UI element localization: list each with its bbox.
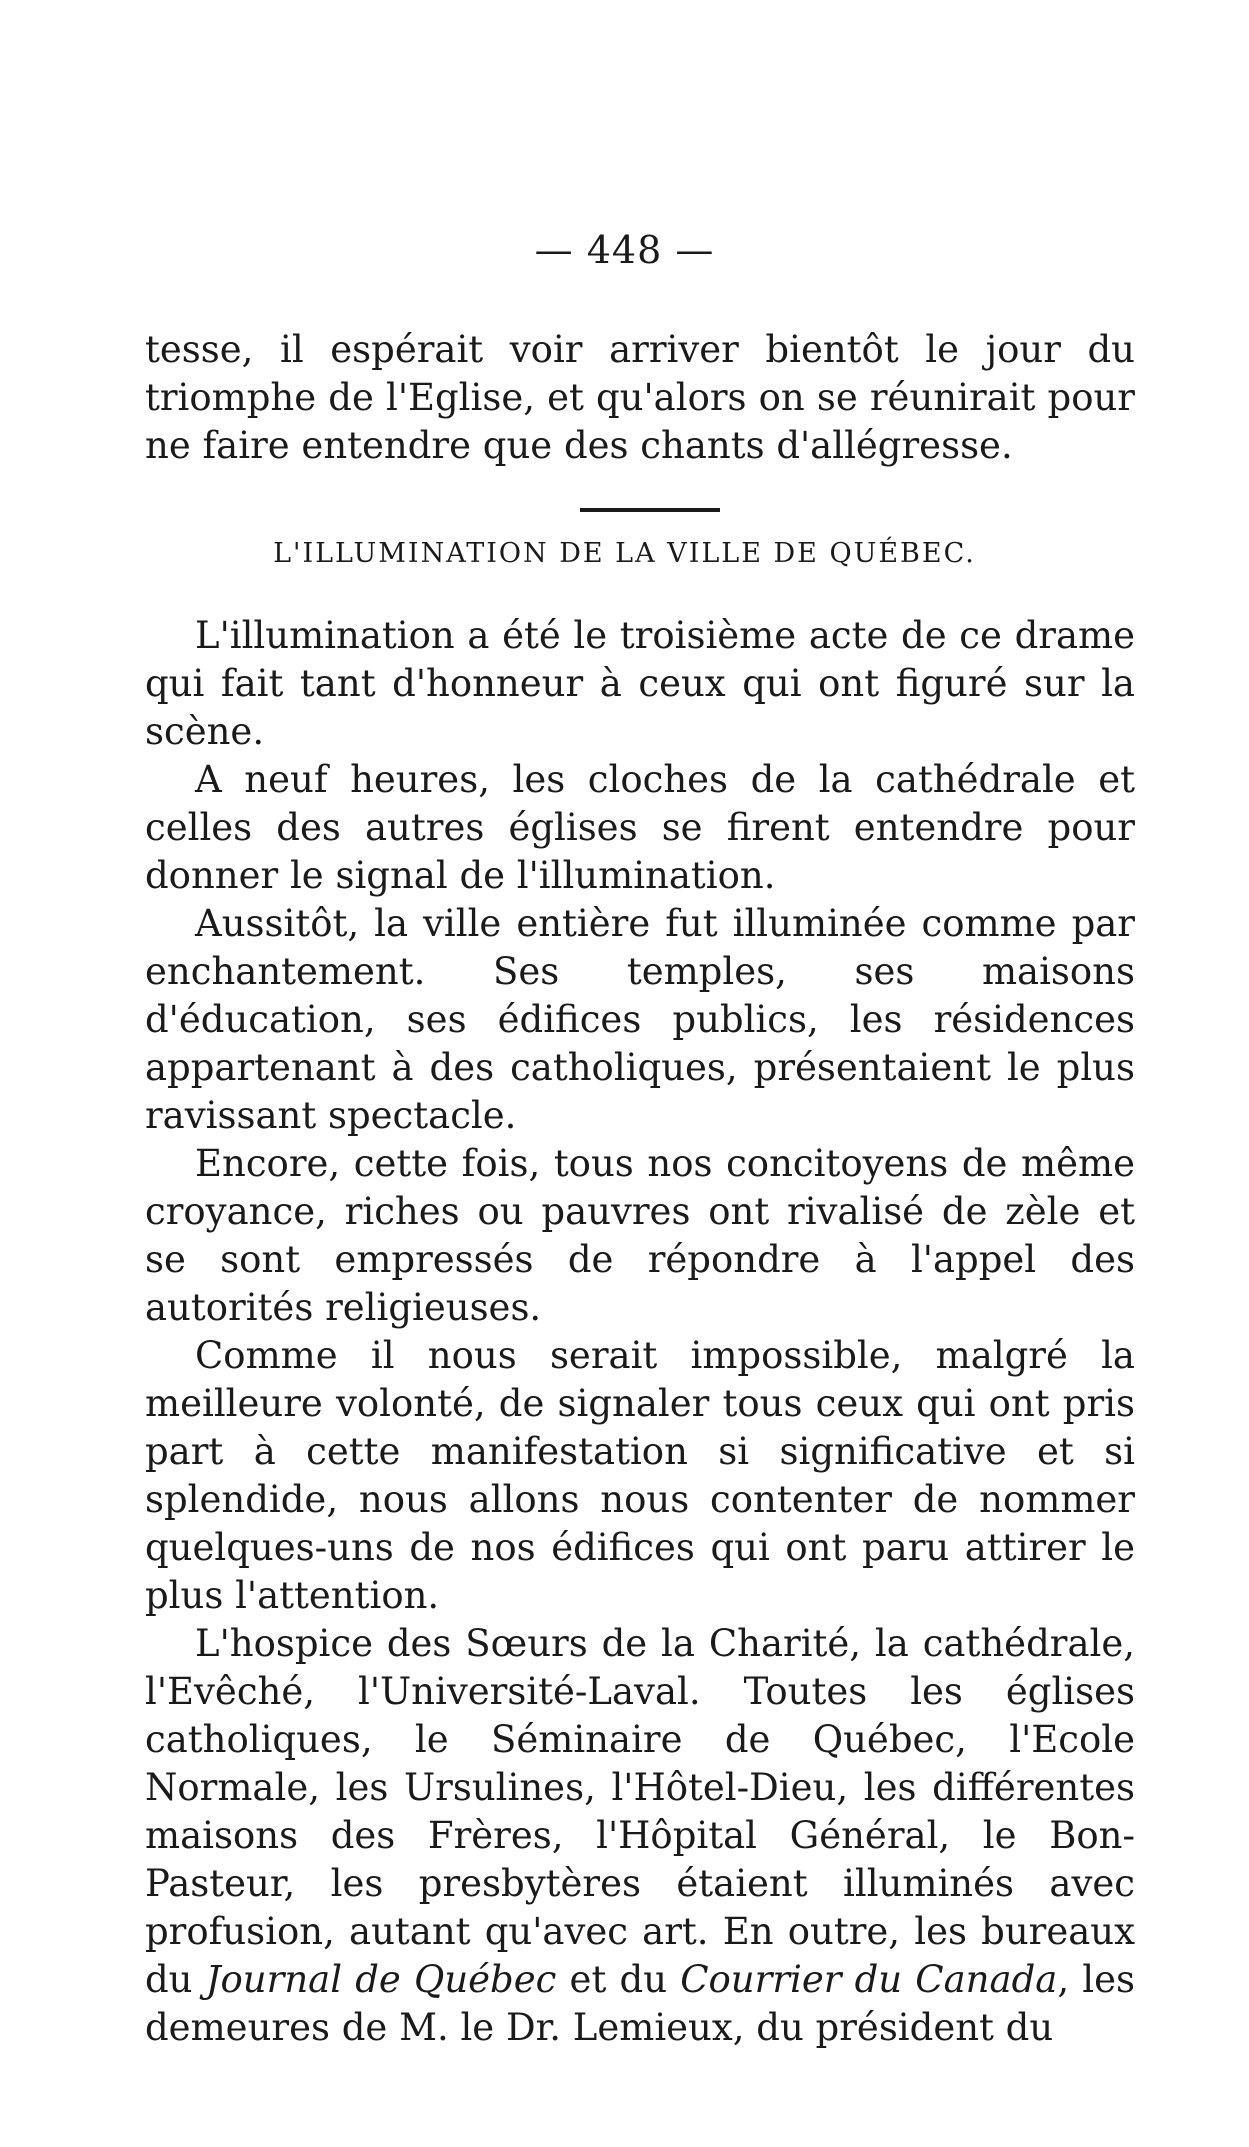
text-run: , les demeures de M. le Dr. Lemieux, du président du bbox=[145, 1958, 1135, 2049]
paragraph: Aussitôt, la ville entière fut illuminée comme par enchantement. Ses temples, ses maisons d'éducation, ses édifices publics, les résidences appartenant à des catholiques, présentaient le plus ravissant spectacle. bbox=[145, 902, 1135, 1137]
paragraph: L'illumination a été le troisième acte de ce drame qui fait tant d'honneur à ceux qui ont figuré sur la scène. bbox=[145, 614, 1135, 753]
paragraph: A neuf heures, les cloches de la cathédrale et celles des autres églises se firent entendre pour donner le signal de l'illumination. bbox=[145, 758, 1135, 897]
body-text bbox=[145, 612, 1135, 2052]
section-heading: L'ILLUMINATION DE LA VILLE DE QUÉBEC. bbox=[273, 538, 976, 569]
continuation-paragraph: tesse, il espérait voir arriver bientôt le jour du triomphe de l'Eglise, et qu'alors on se réunirait pour ne faire entendre que des chants d'allégresse. bbox=[145, 328, 1135, 467]
newspaper-title: Journal de Québec bbox=[205, 1958, 557, 2001]
page-number: — 448 — bbox=[534, 228, 715, 272]
text-run: et du bbox=[556, 1958, 681, 2001]
paragraph: Comme il nous serait impossible, malgré la meilleure volonté, de signaler tous ceux qui ont pris part à cette manifestation si significative et si splendide, nous allons nous contenter de nommer quelques-uns de nos édifices qui ont paru attirer le plus l'attention. bbox=[145, 1334, 1135, 1617]
paragraph-last bbox=[145, 1620, 1135, 2052]
paragraph: Encore, cette fois, tous nos concitoyens de même croyance, riches ou pauvres ont rivalisé de zèle et se sont empressés de répondre à l'appel des autorités religieuses. bbox=[145, 1142, 1135, 1329]
section-divider bbox=[580, 508, 720, 512]
text-run: L'hospice des Sœurs de la Charité, la cathédrale, l'Evêché, l'Université-Laval. Toutes les églises catholiques, le Séminaire de Québec, l'Ecole Normale, les Ursulines, l'Hôtel-Dieu, les différentes maisons des Frères, l'Hôpital Général, le Bon-Pasteur, les presbytères étaient illuminés avec profusion, autant qu'avec art. En outre, les bureaux du bbox=[145, 1622, 1135, 2001]
newspaper-title: Courrier du Canada bbox=[680, 1958, 1058, 2001]
